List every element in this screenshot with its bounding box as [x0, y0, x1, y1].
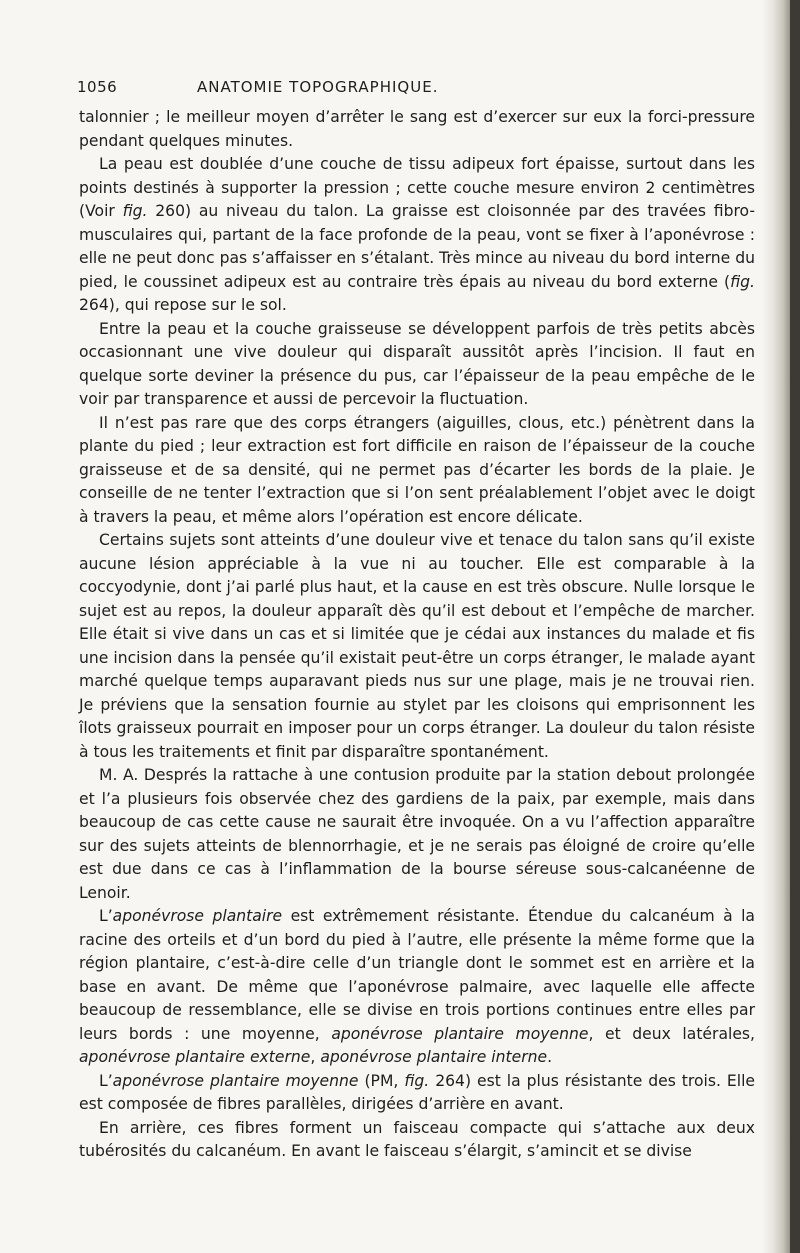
- text-run: M. A. Després la rattache à une contusion produite par la station debout prolongée et l’a plusieurs fois observée chez des gardiens de la paix, par exemple, mais dans beaucoup de cas cette cause ne saurait être invoquée. On a vu l’affection apparaître sur des sujets atteints de blennorrhagie, et je ne serais pas éloigné de croire qu’elle est due dans ce cas à l’inflammation de la bourse séreuse sous-calcanéenne de Lenoir.: [79, 766, 755, 902]
- paragraph: [79, 412, 755, 530]
- text-run: .: [547, 1048, 553, 1066]
- text-run: Entre la peau et la couche graisseuse se développent parfois de très petits abcès occasionnant une vive douleur qui disparaît aussitôt après l’incision. Il faut en quelque sorte deviner la présence du pus, car l’épaisseur de la peau empêche de le voir par transparence et aussi de percevoir la fluctuation.: [79, 319, 755, 408]
- text-run: Certains sujets sont atteints d’une douleur vive et tenace du talon sans qu’il existe aucune lésion appréciable à la vue ni au toucher. Elle est comparable à la coccyodynie, dont j’ai parlé plus haut, et la cause en est très obscure. Nulle lorsque le sujet est au repos, la douleur apparaît dès qu’il est debout et l’empêche de marcher. Elle était si vive dans un cas et si limitée que je cédai aux instances du malade et fis une incision dans la pensée qu’il existait peut-être un corps étranger, le malade ayant marché quelque temps auparavant pieds nus sur une plage, mais je ne trouvai rien. Je préviens que la sensation fournie au stylet par les cloisons qui emprisonnent les îlots graisseux pourrait en imposer pour un corps étranger. La douleur du talon résiste à tous les traitements et finit par disparaître spontanément.: [79, 531, 755, 761]
- paragraph: [79, 529, 755, 764]
- italic-text: fig.: [730, 272, 755, 291]
- italic-text: aponévrose plantaire interne: [320, 1048, 548, 1066]
- paragraph: [79, 318, 755, 412]
- italic-text: aponévrose plantaire moyenne: [331, 1024, 589, 1043]
- running-title: ANATOMIE TOPOGRAPHIQUE.: [197, 78, 439, 96]
- text-run: L’: [99, 1071, 113, 1090]
- page-header: [77, 78, 757, 102]
- paragraph: [79, 106, 755, 153]
- text-run: En arrière, ces fibres forment un faisceau compacte qui s’attache aux deux tubérosités du calcanéum. En avant le faisceau s’élargit, s’amincit et se divise: [79, 1118, 755, 1160]
- paragraph: [79, 153, 755, 318]
- text-run: est extrêmement résistante. Étendue du calcanéum à la racine des orteils et d’un bord du pied à l’autre, elle présente la même forme que la région plantaire, c’est-à-dire celle d’un triangle dont le sommet est en arrière et la base en avant. De même que l’aponévrose palmaire, avec laquelle elle affecte beaucoup de ressemblance, elle se divise en trois portions continues entre elles par leurs bords : une moyenne,: [79, 907, 755, 1043]
- text-run: La peau est doublée d’une couche de tissu adipeux fort épaisse, surtout dans les points destinés à supporter la pression ; cette couche mesure environ 2 centimètres (Voir: [79, 155, 755, 220]
- text-run: 264), qui repose sur le sol.: [79, 296, 287, 314]
- text-run: talonnier ; le meilleur moyen d’arrêter le sang est d’exercer sur eux la forci-pressure pendant quelques minutes.: [79, 108, 755, 150]
- italic-text: aponévrose plantaire moyenne: [112, 1071, 359, 1090]
- paragraph: [79, 1117, 755, 1164]
- text-run: , et deux latérales,: [588, 1024, 756, 1043]
- italic-text: fig.: [404, 1071, 430, 1090]
- page-edge: [790, 0, 800, 1253]
- italic-text: aponévrose plantaire: [112, 907, 283, 925]
- text-run: Il n’est pas rare que des corps étrangers (aiguilles, clous, etc.) pénètrent dans la plante du pied ; leur extraction est fort difficile en raison de l’épaisseur de la couche graisseuse et de sa densité, qui ne permet pas d’écarter les bords de la plaie. Je conseille de ne tenter l’extraction que si l’on sent préalablement l’objet avec le doigt à travers la peau, et même alors l’opération est encore délicate.: [79, 413, 755, 526]
- italic-text: aponévrose plantaire externe: [79, 1048, 311, 1066]
- text-run: 264) est la plus résistante des trois. Elle est composée de fibres parallèles, dirigées d’arrière en avant.: [79, 1071, 755, 1113]
- text-run: ,: [310, 1048, 321, 1066]
- text-run: (PM,: [358, 1071, 405, 1090]
- text-run: 260) au niveau du talon. La graisse est cloisonnée par des travées fibro-musculaires qui, partant de la face profonde de la peau, vont se fixer à l’aponévrose : elle ne peut donc pas s’affaisser en s’étalant. Très mince au niveau du bord interne du pied, le coussinet adipeux est au contraire très épais au niveau du bord externe (: [79, 202, 756, 291]
- body-text: [79, 106, 755, 1164]
- paragraph: [79, 1070, 755, 1117]
- text-run: L’: [99, 907, 113, 925]
- page-number: 1056: [77, 78, 118, 96]
- paragraph: [79, 764, 755, 905]
- italic-text: fig.: [122, 202, 148, 220]
- paragraph: [79, 905, 755, 1070]
